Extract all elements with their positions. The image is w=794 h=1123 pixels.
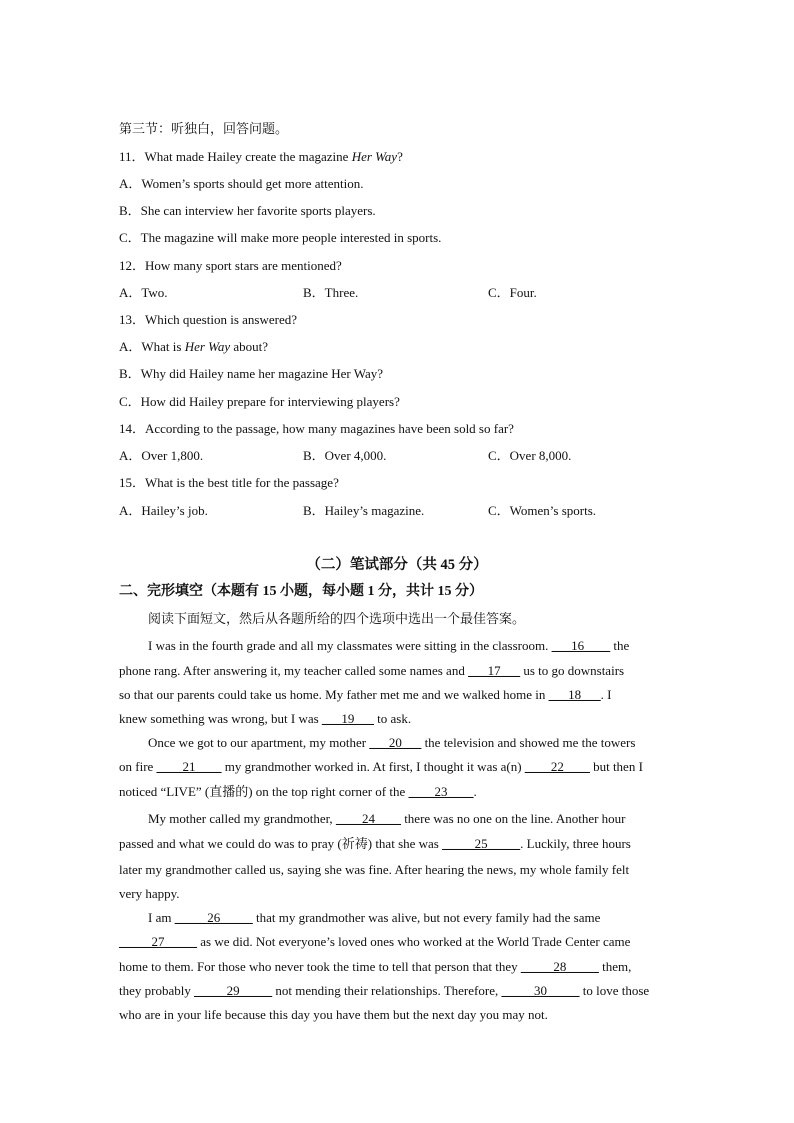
passage-line: I was in the fourth grade and all my classmates were sitting in the classroom. ___16____ the [148, 638, 630, 653]
passage-line: home to them. For those who never took the time to tell that person that they _____28_____ them, [119, 959, 632, 974]
q12-option-a: A．Two. [119, 285, 168, 300]
q11-option-b: B．She can interview her favorite sports players. [119, 203, 376, 218]
blank-27: _____27_____ [119, 934, 197, 949]
passage-line: phone rang. After answering it, my teacher called some names and ___17___ us to go downstairs [119, 663, 625, 678]
blank-29: _____29_____ [194, 983, 273, 998]
blank-28: _____28_____ [520, 959, 599, 974]
passage-line: My mother called my grandmother, ____24____ there was no one on the line. Another hour [148, 811, 626, 826]
section3-heading: 第三节：听独白，回答问题。 [119, 121, 289, 136]
cloze-heading: 二、完形填空（本题有 15 小题，每小题 1 分，共计 15 分） [119, 584, 483, 599]
written-section-title: （二）笔试部分（共 45 分） [306, 557, 488, 573]
blank-20: ___20___ [369, 735, 422, 750]
passage-line: Once we got to our apartment, my mother ___20___ the television and showed me the towers [148, 735, 636, 750]
q11-option-c: C．The magazine will make more people interested in sports. [119, 230, 442, 245]
blank-25: _____25_____ [442, 836, 521, 851]
question-11: 11．What made Hailey create the magazine Her Way? [119, 149, 403, 164]
blank-23: ____23____ [408, 784, 474, 799]
q12-option-c: C．Four. [488, 285, 537, 300]
blank-17: ___17___ [468, 663, 521, 678]
q15-option-c: C．Women’s sports. [488, 503, 597, 518]
passage-line: knew something was wrong, but I was ___19___ to ask. [119, 711, 412, 726]
blank-30: _____30_____ [501, 983, 580, 998]
blank-26: _____26_____ [174, 910, 253, 925]
q14-option-a: A．Over 1,800. [119, 448, 204, 463]
passage-line: passed and what we could do was to pray (祈祷) that she was _____25_____. Luckily, three hours [119, 836, 631, 851]
question-15: 15．What is the best title for the passage? [119, 475, 339, 490]
q11-option-a: A．Women’s sports should get more attention. [119, 176, 364, 191]
blank-16: ___16____ [551, 638, 611, 653]
passage-line: later my grandmother called us, saying she was fine. After hearing the news, my whole family felt [119, 862, 630, 877]
passage-line: so that our parents could take us home. My father met me and we walked home in ___18___. I [119, 687, 612, 702]
q14-option-c: C．Over 8,000. [488, 448, 572, 463]
passage-line: on fire ____21____ my grandmother worked in. At first, I thought it was a(n) ____22____ but then I [119, 759, 643, 774]
question-13: 13．Which question is answered? [119, 312, 297, 327]
q14-option-b: B．Over 4,000. [303, 448, 387, 463]
blank-21: ____21____ [156, 759, 222, 774]
passage-line: very happy. [119, 886, 180, 901]
q13-option-c: C．How did Hailey prepare for interviewing players? [119, 394, 400, 409]
blank-18: ___18___ [548, 687, 601, 702]
q13-option-b: B．Why did Hailey name her magazine Her Way? [119, 366, 384, 381]
passage-line: I am _____26_____ that my grandmother was alive, but not every family had the same [148, 910, 601, 925]
passage-line: who are in your life because this day you have them but the next day you may not. [119, 1007, 548, 1022]
q15-option-a: A．Hailey’s job. [119, 503, 208, 518]
passage-line: noticed “LIVE” (直播的) on the top right corner of the ____23____. [119, 784, 477, 799]
passage-line: _____27_____ as we did. Not everyone’s loved ones who worked at the World Trade Center came [119, 934, 631, 949]
blank-19: ___19___ [321, 711, 374, 726]
cloze-instruction: 阅读下面短文，然后从各题所给的四个选项中选出一个最佳答案。 [148, 611, 526, 626]
q15-option-b: B．Hailey’s magazine. [303, 503, 425, 518]
q13-option-a: A．What is Her Way about? [119, 339, 268, 354]
blank-22: ____22____ [524, 759, 590, 774]
passage-line: they probably _____29_____ not mending their relationships. Therefore, _____30_____ to love those [119, 983, 650, 998]
blank-24: ____24____ [335, 811, 401, 826]
question-14: 14．According to the passage, how many magazines have been sold so far? [119, 421, 514, 436]
question-12: 12．How many sport stars are mentioned? [119, 258, 342, 273]
q12-option-b: B．Three. [303, 285, 359, 300]
